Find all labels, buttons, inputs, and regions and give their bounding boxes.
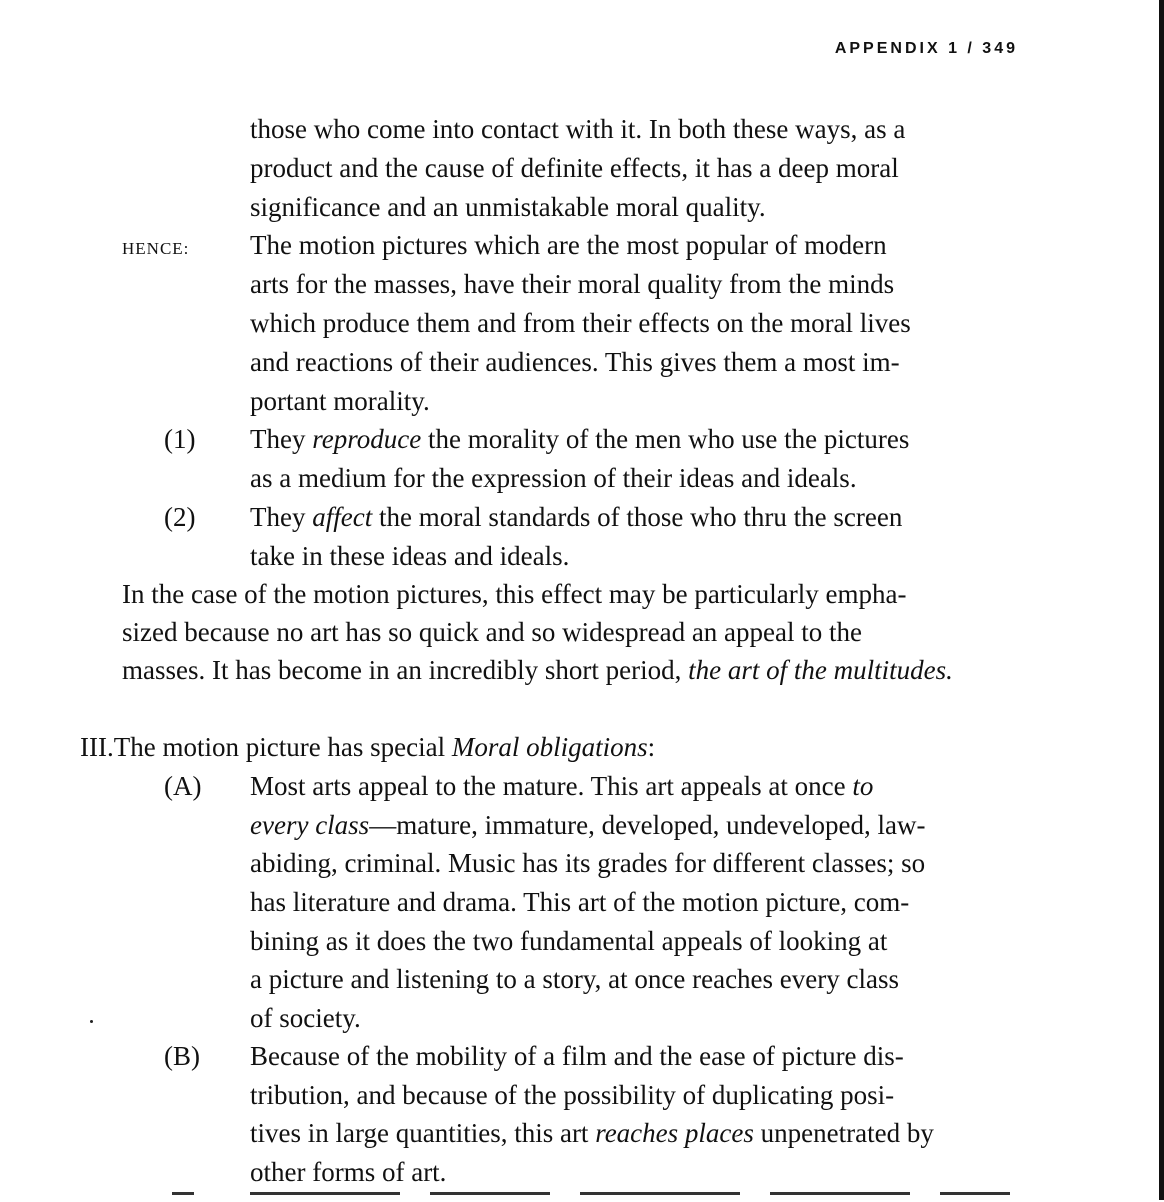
itemA-line-4: has literature and drama. This art of the motion picture, com-	[250, 887, 910, 917]
itemA-line-7: of society.	[250, 1003, 361, 1033]
para2-line-3: masses. It has become in an incredibly short period, the art of the multitudes.	[122, 655, 953, 685]
stray-mark	[90, 1020, 93, 1023]
cutoff-next-line	[160, 1192, 1020, 1202]
hence-line-3: which produce them and from their effects on the moral lives	[250, 308, 911, 338]
itemB-line-1: Because of the mobility of a film and the ease of picture dis-	[250, 1041, 904, 1071]
itemA-label: (A)	[164, 771, 202, 801]
item2-emphasis: affect	[312, 502, 373, 532]
running-head: APPENDIX 1 / 349	[834, 40, 1018, 57]
item1-line-1: They reproduce the morality of the men who use the pictures	[250, 424, 910, 454]
hence-line-2: arts for the masses, have their moral quality from the minds	[250, 269, 895, 299]
item1-emphasis: reproduce	[312, 424, 422, 454]
itemB-line-3: tives in large quantities, this art reaches places unpenetrated by	[250, 1118, 934, 1148]
section3-emphasis: Moral obligations	[451, 732, 648, 762]
para2-line-2: sized because no art has so quick and so widespread an appeal to the	[122, 617, 862, 647]
item2-label: (2)	[164, 502, 196, 532]
itemA-line-2: every class—mature, immature, developed, undeveloped, law-	[250, 810, 926, 840]
hence-label: HENCE:	[122, 239, 190, 258]
para2-emphasis: the art of the multitudes.	[688, 655, 953, 685]
section3-heading: III.The motion picture has special Moral obligations:	[80, 732, 656, 762]
itemB-line-2: tribution, and because of the possibility of duplicating posi-	[250, 1080, 895, 1110]
item1-label: (1)	[164, 424, 196, 454]
para1-line-2: product and the cause of definite effects, it has a deep moral	[250, 153, 899, 183]
para2-line-1: In the case of the motion pictures, this effect may be particularly empha-	[122, 579, 907, 609]
itemA-line-6: a picture and listening to a story, at once reaches every class	[250, 964, 899, 994]
hence-line-5: portant morality.	[250, 386, 430, 416]
para1-line-3: significance and an unmistakable moral quality.	[250, 192, 766, 222]
itemB-line-4: other forms of art.	[250, 1157, 447, 1187]
para1-line-1: those who come into contact with it. In both these ways, as a	[250, 114, 906, 144]
page-edge-border	[1159, 0, 1164, 1200]
item1-line-2: as a medium for the expression of their ideas and ideals.	[250, 463, 857, 493]
itemA-emphasis: every class	[250, 810, 370, 840]
itemA-line-3: abiding, criminal. Music has its grades for different classes; so	[250, 848, 926, 878]
item2-line-2: take in these ideas and ideals.	[250, 541, 570, 571]
itemB-emphasis: reaches places	[595, 1118, 754, 1148]
itemA-line-5: bining as it does the two fundamental appeals of looking at	[250, 926, 888, 956]
hence-line-1: The motion pictures which are the most popular of modern	[250, 230, 887, 260]
section3-numeral: III.	[80, 732, 114, 762]
item2-line-1: They affect the moral standards of those who thru the screen	[250, 502, 903, 532]
itemA-line-1: Most arts appeal to the mature. This art appeals at once to	[250, 771, 874, 801]
hence-line-4: and reactions of their audiences. This gives them a most im-	[250, 347, 900, 377]
itemB-label: (B)	[164, 1041, 200, 1071]
